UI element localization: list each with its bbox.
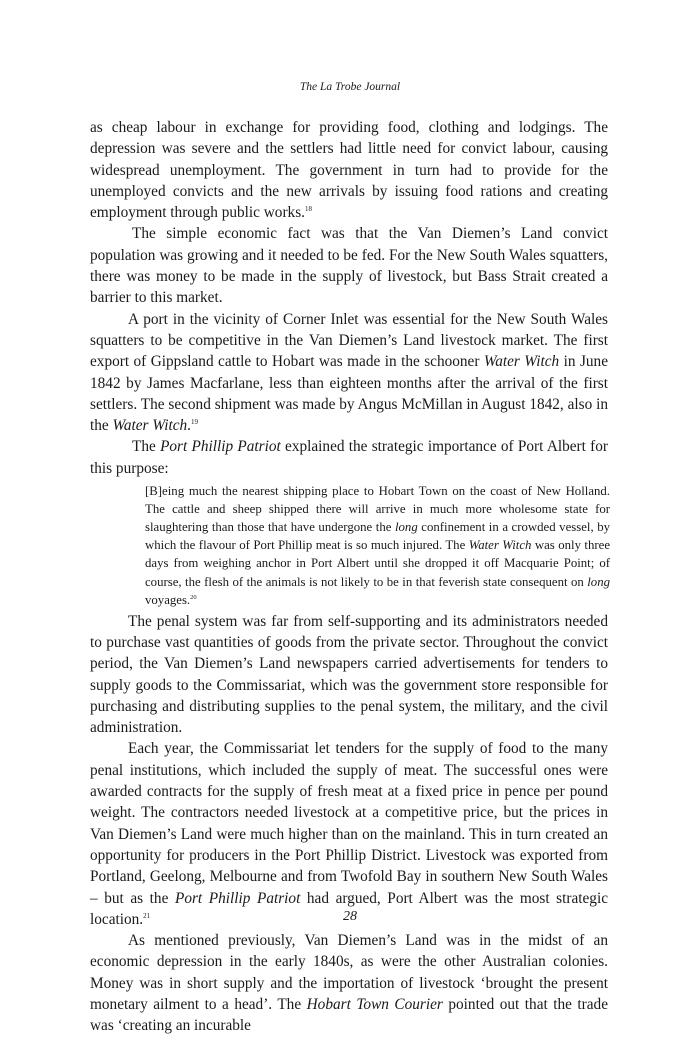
paragraph-3: A port in the vicinity of Corner Inlet was essential for the New South Wales squatters to be competitive in the Van Diemen’s Land livestock market. The first export of Gippsland cattle to Hobart was made in the schooner Water Witch in June 1842 by James Macfarlane, less than eighteen months after the arrival of the first settlers. The second shipment was made by Angus McMillan in August 1842, also in the Water Witch.$^{19}$ [90,310,608,435]
footnote-ref-21[interactable]: 21 [143,911,151,920]
paragraph-1: as cheap labour in exchange for providing food, clothing and lodgings. The depression was severe and the settlers had little need for convict labour, causing widespread unemployment. The government in turn had to provide for the unemployed convicts and the new arrivals by issuing food rations and creating employment through public works.$^{18}$ [90,119,608,222]
footnote-ref-18[interactable]: 18 [304,205,312,214]
paragraph-2: The simple economic fact was that the Van Diemen’s Land convict population was growing and it needed to be fed. For the New South Wales squatters, there was money to be made in the supply of livestock, but Bass Strait created a barrier to this market. [90,225,608,307]
footnote-ref-20[interactable]: 20 [190,593,197,601]
paragraph-5: The penal system was far from self-supporting and its administrators needed to purchase vast quantities of goods from the private sector. Throughout the convict period, the Van Diemen’s Land newspapers carried advertisements for tenders to supply goods to the Commissariat, which was the government store responsible for purchasing and distributing supplies to the penal system, the military, and the civil administration. [90,612,608,737]
paragraph-6: Each year, the Commissariat let tenders for the supply of food to the many penal institutions, which included the supply of meat. The successful ones were awarded contracts for the supply of fresh meat at a fixed price in pence per pound weight. The contractors needed livestock at a competitive price, but the prices in Van Diemen’s Land were much higher than on the mainland. This in turn created an opportunity for producers in the Port Phillip District. Livestock was exported from Portland, Geelong, Melbourne and from Twofold Bay in southern New South Wales – but as the Port Phillip Patriot had argued, Port Albert was the most strategic location.$^{21}$ [90,740,608,928]
article-body [90,117,608,1037]
page-number: 28 [343,909,357,924]
block-quote: [B]eing much the nearest shipping place to Hobart Town on the coast of New Holland. The cattle and sheep shipped there will arrive in much more wholesome state for slaughtering than those that have undergone the long confinement in a crowded vessel, by which the flavour of Port Phillip meat is so much injured. The Water Witch was only three days from weighing anchor in Port Albert until she dropped it off Macquarie Point; of course, the flesh of the animals is not likely to be in that feverish state consequent on long voyages.$^{20}$ [145,484,610,607]
journal-title: The La Trobe Journal [299,81,401,93]
paragraph-4: The Port Phillip Patriot explained the strategic importance of Port Albert for this purpose: [90,438,609,477]
running-header [0,80,700,94]
paragraph-7: As mentioned previously, Van Diemen’s Land was in the midst of an economic depression in the early 1840s, as were the other Australian colonies. Money was in short supply and the importation of livestock ‘brought the present monetary ailment to a head’. The Hobart Town Courier pointed out that the trade was ‘creating an incurable [90,932,608,1035]
footnote-ref-19[interactable]: 19 [190,418,198,427]
